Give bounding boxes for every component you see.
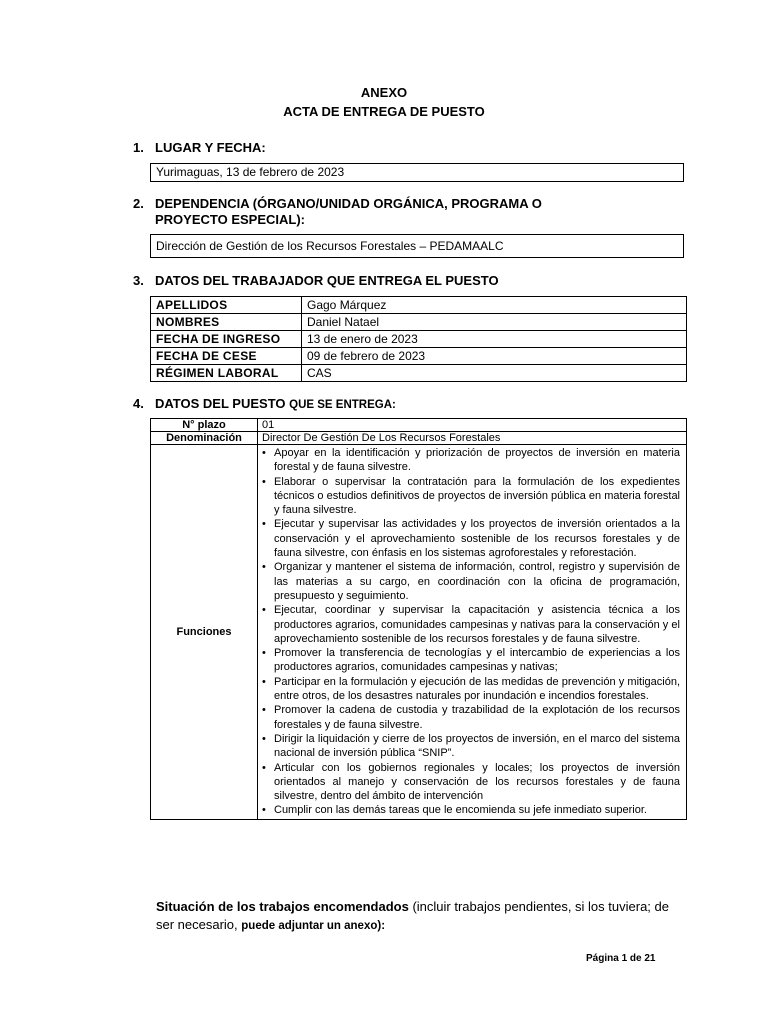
denominacion-value: Director De Gestión De Los Recursos Forestales [258,432,687,445]
field-label: NOMBRES [151,314,302,331]
list-item [262,803,680,817]
table-row-denominacion [151,432,687,445]
section-4-number: 4. [133,396,144,411]
funciones-cell [258,445,687,820]
section-2-title-line1: DEPENDENCIA (ÓRGANO/UNIDAD ORGÁNICA, PROGRAMA O [155,196,542,211]
plazo-label: N° plazo [151,419,258,432]
bullet-icon: • [262,761,266,774]
function-text: Promover la cadena de custodia y trazabilidad de la explotación de los recursos forestales y de fauna silvestre. [274,704,680,731]
situacion-small-bold: puede adjuntar un anexo): [241,920,386,932]
field-value: 13 de enero de 2023 [302,331,687,348]
situacion-bold: Situación de los trabajos encomendados [156,899,409,914]
situacion-normal: (incluir trabajos pendientes, si los tuviera; de ser necesario, [156,899,669,932]
list-item [262,517,680,560]
function-text: Elaborar o supervisar la contratación para la formulación de los expedientes técnicos o estudios definitivos de proyectos de inversión pública en materia forestal y fauna silvestre. [274,475,681,517]
document-subtitle: ACTA DE ENTREGA DE PUESTO [283,104,485,119]
function-text: Articular con los gobiernos regionales y locales; los proyectos de inversión orientados al manejo y conservación de los recursos forestales y de fauna silvestre, dentro del ámbito de intervención [274,761,680,803]
funciones-label: Funciones [151,445,258,820]
field-value: Daniel Natael [302,314,687,331]
list-item [262,761,680,804]
bullet-icon: • [262,675,266,688]
bullet-icon: • [262,604,266,617]
function-text: Dirigir la liquidación y cierre de los proyectos de inversión, en el marco del sistema nacional de inversión pública “SNIP”. [274,732,680,760]
lugar-fecha-box [150,163,684,182]
list-item [262,646,680,675]
section-2-title [155,196,542,228]
section-1-number: 1. [133,140,144,155]
table-row [151,314,687,331]
section-4-heading [133,396,396,413]
list-item [262,475,680,518]
section-3-heading [133,273,499,289]
bullet-icon: • [262,732,266,745]
function-text: Participar en la formulación y ejecución de las medidas de prevención y mitigación, entre otros, de los desastres naturales por inundación e incendios forestales. [274,675,680,703]
function-text: Promover la transferencia de tecnologías y el intercambio de experiencias a los productores agrarios, comunidades campesinas y nativas; [274,647,680,674]
field-label: RÉGIMEN LABORAL [151,365,302,382]
section-2-heading [133,196,542,228]
dependencia-value: Dirección de Gestión de los Recursos Forestales – PEDAMAALC [156,239,504,253]
section-3-title: DATOS DEL TRABAJADOR QUE ENTREGA EL PUESTO [155,273,499,288]
bullet-icon: • [262,647,266,660]
function-text: Ejecutar, coordinar y supervisar la capacitación y asistencia técnica a los productores agrarios, comunidades campesinas y nativas para la conservación y el aprovechamiento sostenible de los recursos forestales y de fauna silvestre. [274,604,680,645]
page-number: Página 1 de 21 [586,953,656,964]
list-item [262,675,680,704]
section-3-number: 3. [133,273,144,288]
lugar-fecha-value: Yurimaguas, 13 de febrero de 2023 [156,165,345,179]
section-4-title-small: QUE SE ENTREGA: [289,399,396,411]
bullet-icon: • [262,447,266,459]
field-label: APELLIDOS [151,297,302,314]
post-data-table [150,418,687,820]
field-label: FECHA DE INGRESO [151,331,302,348]
table-row-plazo [151,419,687,432]
worker-data-table [150,296,687,382]
function-text: Ejecutar y supervisar las actividades y los proyectos de inversión orientados a la conservación y el aprovechamiento sostenible de los recursos forestales y de fauna silvestre, con énfasis en los sistemas agroforestales y reforestación. [274,518,680,560]
function-text: Organizar y mantener el sistema de información, control, registro y supervisión de las materias a su cargo, en coordinación con la oficina de programación, presupuesto y seguimiento. [274,561,680,602]
bullet-icon: • [262,561,266,574]
section-2-title-line2: PROYECTO ESPECIAL): [155,212,306,227]
dependencia-box [150,234,684,258]
section-1-heading [133,140,266,156]
field-label: FECHA DE CESE [151,348,302,365]
funciones-list [262,446,680,818]
section-4-title-main: DATOS DEL PUESTO [155,396,286,411]
situacion-paragraph [156,898,676,935]
table-row [151,297,687,314]
plazo-value: 01 [258,419,687,432]
list-item [262,560,680,603]
section-4-title [155,396,396,413]
table-row [151,365,687,382]
list-item [262,603,680,646]
field-value: 09 de febrero de 2023 [302,348,687,365]
list-item [262,732,680,761]
denominacion-label: Denominación [151,432,258,445]
table-row [151,331,687,348]
field-value: Gago Márquez [302,297,687,314]
document-title: ANEXO [360,85,408,100]
function-text: Cumplir con las demás tareas que le encomienda su jefe inmediato superior. [274,804,647,817]
bullet-icon: • [262,804,266,817]
table-row [151,348,687,365]
bullet-icon: • [262,704,266,717]
section-2-number: 2. [133,196,144,211]
bullet-icon: • [262,475,266,488]
section-1-title: LUGAR Y FECHA: [155,140,266,155]
field-value: CAS [302,365,687,382]
list-item [262,446,680,475]
function-text: Apoyar en la identificación y priorización de proyectos de inversión en materia forestal y de fauna silvestre. [274,447,680,474]
list-item [262,703,680,732]
bullet-icon: • [262,518,266,531]
table-row-funciones [151,445,687,820]
